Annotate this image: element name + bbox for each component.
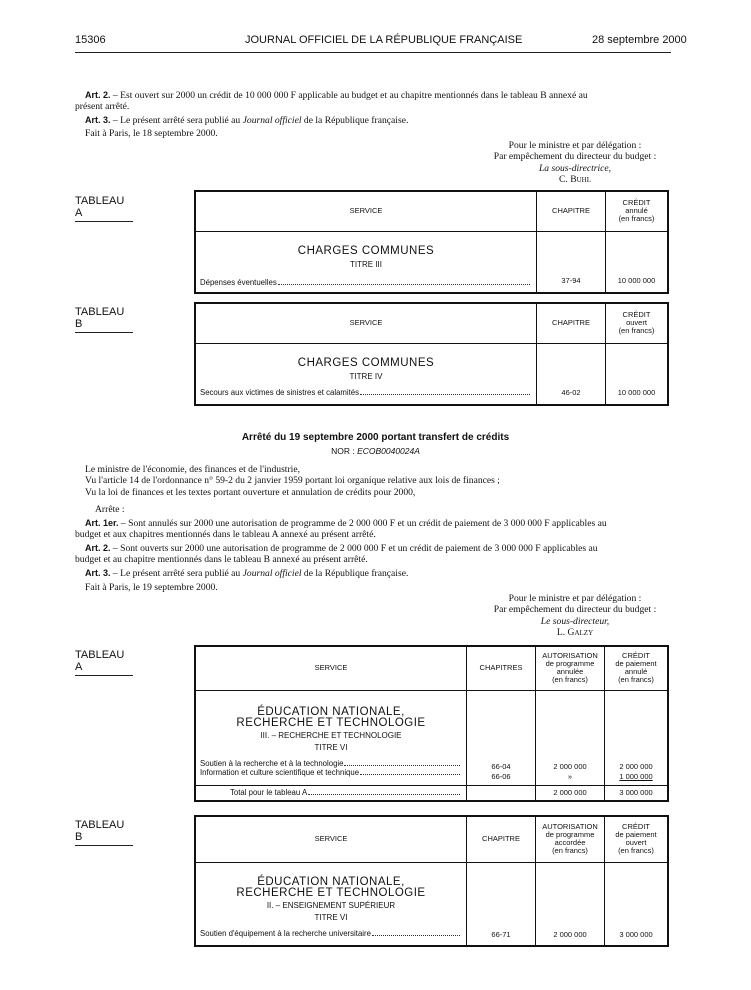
service-cell <box>195 862 467 946</box>
sig-line1: Pour le ministre et par délégation : <box>508 140 642 151</box>
visa-2: Vu la loi de finances et les textes portant ouverture et annulation de crédits pour 2000, <box>85 487 416 498</box>
col-credit-l3: (en francs) <box>618 326 655 336</box>
col-ap-l3: annulée <box>556 667 584 677</box>
col-cp-l1: CRÉDIT <box>622 822 650 832</box>
credit-value: 10 000 000 <box>606 343 669 405</box>
minister-line: Le ministre de l'économie, des finances et de l'industrie, <box>85 464 300 475</box>
col-credit <box>606 191 669 231</box>
leader-dots <box>344 765 460 766</box>
art2b-paragraph <box>75 543 675 565</box>
chapitre-value: 66-71 <box>467 862 536 946</box>
art2-label: Art. 2. <box>85 90 111 100</box>
ap-cell <box>536 690 605 785</box>
service-cell <box>195 343 537 405</box>
line-item-label: Dépenses éventuelles <box>200 277 277 287</box>
leader-dots <box>278 284 530 285</box>
line-item-label: Secours aux victimes de sinistres et calamités <box>200 387 360 397</box>
col-service: SERVICE <box>195 303 537 343</box>
leader-dots <box>360 394 530 395</box>
col-cp-l1: CRÉDIT <box>622 651 650 661</box>
col-cp-l2: de paiement <box>615 659 657 669</box>
col-service: SERVICE <box>195 191 537 231</box>
art2-text-cont: présent arrêté. <box>75 101 130 112</box>
credit-value: 10 000 000 <box>606 231 669 293</box>
service-cell <box>195 690 467 785</box>
col-service: SERVICE <box>195 816 467 862</box>
titre-heading: TITRE IV <box>349 371 383 381</box>
sig-name: L. Galzy <box>556 626 594 638</box>
sig-title: Le sous-directeur, <box>540 615 610 627</box>
tableau-label: TABLEAU A <box>75 649 133 676</box>
col-credit-l2: annulé <box>625 206 648 216</box>
ministry-heading-l1: ÉDUCATION NATIONALE, <box>257 705 405 718</box>
ap-value: 2 000 000 <box>553 761 587 771</box>
tableau-label: TABLEAU A <box>75 195 133 222</box>
done-at: Fait à Paris, le 18 septembre 2000. <box>85 128 218 139</box>
issue-date: 28 septembre 2000 <box>592 34 687 46</box>
art2b-text-cont: budget et au chapitre mentionnés dans le tableau B annexé au présent arrêté. <box>75 554 368 565</box>
ministry-heading-l1: ÉDUCATION NATIONALE, <box>257 875 405 888</box>
sig-title: La sous-directrice, <box>538 162 612 174</box>
art2b-text: – Sont ouverts sur 2000 une autorisation de programme de 2 000 000 F et un crédit de paiement de 3 000 000 F applicables au <box>110 543 598 554</box>
total-cp: 3 000 000 <box>605 785 669 801</box>
leader-dots <box>308 794 460 795</box>
art1-text: – Sont annulés sur 2000 une autorisation de programme de 2 000 000 F et un crédit de paiement de 3 000 000 F applicables au <box>118 518 607 529</box>
line-item <box>200 759 462 768</box>
art2b-label: Art. 2. <box>85 543 111 553</box>
col-chapitre: CHAPITRE <box>537 191 606 231</box>
col-autorisation <box>536 646 605 690</box>
cp-value: 1 000 000 <box>619 771 653 781</box>
credit-table-a <box>194 190 669 294</box>
page-number: 15306 <box>75 34 106 46</box>
titre-heading: TITRE VI <box>314 742 348 752</box>
art3-label: Art. 3. <box>85 115 111 125</box>
art2-paragraph <box>75 90 675 112</box>
transfer-table-a <box>194 645 669 802</box>
total-line <box>230 788 462 797</box>
journal-officiel-italic: Journal officiel <box>242 115 302 126</box>
col-ap-l4: (en francs) <box>552 846 588 856</box>
ministry-heading-l2: RECHERCHE ET TECHNOLOGIE <box>236 886 426 899</box>
transfer-table-b <box>194 815 669 947</box>
col-cp-l4: (en francs) <box>618 675 654 685</box>
nor-code: ECOB0040024A <box>357 446 420 456</box>
sig-line2: Par empêchement du directeur du budget : <box>493 604 657 616</box>
col-service: SERVICE <box>195 646 467 690</box>
total-row-label <box>195 785 467 801</box>
col-cp-l2: de paiement <box>615 830 657 840</box>
journal-officiel-italic: Journal officiel <box>242 568 302 579</box>
arrete-line: Arrête : <box>95 504 125 515</box>
titre-heading: TITRE VI <box>314 912 348 922</box>
line-item <box>200 278 532 287</box>
total-chapitres-empty <box>467 785 536 801</box>
leader-dots <box>360 774 460 775</box>
titre-heading: TITRE III <box>350 259 382 269</box>
nor-label: NOR : <box>331 446 358 456</box>
col-chapitre: CHAPITRE <box>467 816 536 862</box>
journal-title: JOURNAL OFFICIEL DE LA RÉPUBLIQUE FRANÇAISE <box>245 34 523 46</box>
signature-block-1 <box>455 140 695 185</box>
cp-cell <box>605 690 669 785</box>
line-item <box>200 768 462 777</box>
chapitre-value: 37-94 <box>537 231 606 293</box>
ap-value: » <box>567 771 573 781</box>
col-credit-l1: CRÉDIT <box>622 310 651 320</box>
col-credit-paiement <box>605 816 669 862</box>
col-chapitres: CHAPITRES <box>467 646 536 690</box>
decree-title: Arrêté du 19 septembre 2000 portant transfert de crédits <box>241 432 510 443</box>
art1-text-cont: budget et aux chapitres mentionnés dans le tableau A annexé au présent arrêté. <box>75 529 376 540</box>
credit-table-b <box>194 302 669 406</box>
chapitre-value: 66-06 <box>491 771 511 781</box>
visa-1: Vu l'article 14 de l'ordonnance n° 59-2 du 2 janvier 1959 portant loi organique relative aux lois de finances ; <box>85 475 500 486</box>
header-rule <box>75 52 671 53</box>
art3-paragraph <box>85 115 408 126</box>
total-ap: 2 000 000 <box>536 785 605 801</box>
col-credit-l3: (en francs) <box>618 214 655 224</box>
line-item-label: Soutien à la recherche et à la technologie <box>200 758 344 768</box>
ap-value: 2 000 000 <box>536 862 605 946</box>
tableau-label: TABLEAU B <box>75 306 133 333</box>
art3b-label: Art. 3. <box>85 568 111 578</box>
signature-block-2 <box>455 593 695 638</box>
total-label: Total pour le tableau A <box>230 788 308 798</box>
ministry-heading: CHARGES COMMUNES <box>297 244 435 257</box>
leader-dots <box>372 935 460 936</box>
section-heading: II. – ENSEIGNEMENT SUPÉRIEUR <box>266 900 396 910</box>
art3-text-b: de la République française. <box>301 115 409 126</box>
art3b-text-b: de la République française. <box>301 568 409 579</box>
ministry-heading-l2: RECHERCHE ET TECHNOLOGIE <box>236 716 426 729</box>
line-item-label: Information et culture scientifique et technique <box>200 767 360 777</box>
col-chapitre: CHAPITRE <box>537 303 606 343</box>
ministry-heading: CHARGES COMMUNES <box>297 356 435 369</box>
cp-value: 3 000 000 <box>605 862 669 946</box>
col-credit <box>606 303 669 343</box>
art3-text-a: – Le présent arrêté sera publié au <box>110 115 243 126</box>
col-credit-paiement <box>605 646 669 690</box>
col-cp-l4: (en francs) <box>618 846 654 856</box>
done-at: Fait à Paris, le 19 septembre 2000. <box>85 582 218 593</box>
col-credit-l1: CRÉDIT <box>622 198 651 208</box>
sig-line1: Pour le ministre et par délégation : <box>508 593 642 604</box>
tableau-label: TABLEAU B <box>75 819 133 846</box>
cp-value: 2 000 000 <box>619 761 653 771</box>
col-ap-l2: de programme <box>545 659 595 669</box>
service-cell <box>195 231 537 293</box>
col-cp-l3: annulé <box>624 667 648 677</box>
col-ap-l1: AUTORISATION <box>542 651 598 661</box>
col-ap-l2: de programme <box>545 830 595 840</box>
col-credit-l2: ouvert <box>626 318 647 328</box>
col-cp-l3: ouvert <box>625 838 647 848</box>
art1-label: Art. 1er. <box>85 518 119 528</box>
sig-name: C. Buhl <box>559 173 591 185</box>
art2-text: – Est ouvert sur 2000 un crédit de 10 000 000 F applicable au budget et au chapitre mentionnés dans le tableau B annexé au <box>110 90 588 101</box>
col-ap-l1: AUTORISATION <box>542 822 598 832</box>
line-item <box>200 929 462 938</box>
col-autorisation <box>536 816 605 862</box>
line-item-label: Soutien d'équipement à la recherche universitaire <box>200 928 371 938</box>
sig-line2: Par empêchement du directeur du budget : <box>493 151 657 163</box>
col-ap-l3: accordée <box>554 838 586 848</box>
chapitre-value: 46-02 <box>537 343 606 405</box>
col-ap-l4: (en francs) <box>552 675 588 685</box>
chapitre-value: 66-04 <box>491 761 511 771</box>
line-item <box>200 388 532 397</box>
section-heading: III. – RECHERCHE ET TECHNOLOGIE <box>260 730 402 740</box>
art1-paragraph <box>75 518 675 540</box>
art3b-text-a: – Le présent arrêté sera publié au <box>110 568 243 579</box>
nor-line <box>0 446 751 456</box>
art3b-paragraph <box>85 568 408 579</box>
chapitres-cell <box>467 690 536 785</box>
